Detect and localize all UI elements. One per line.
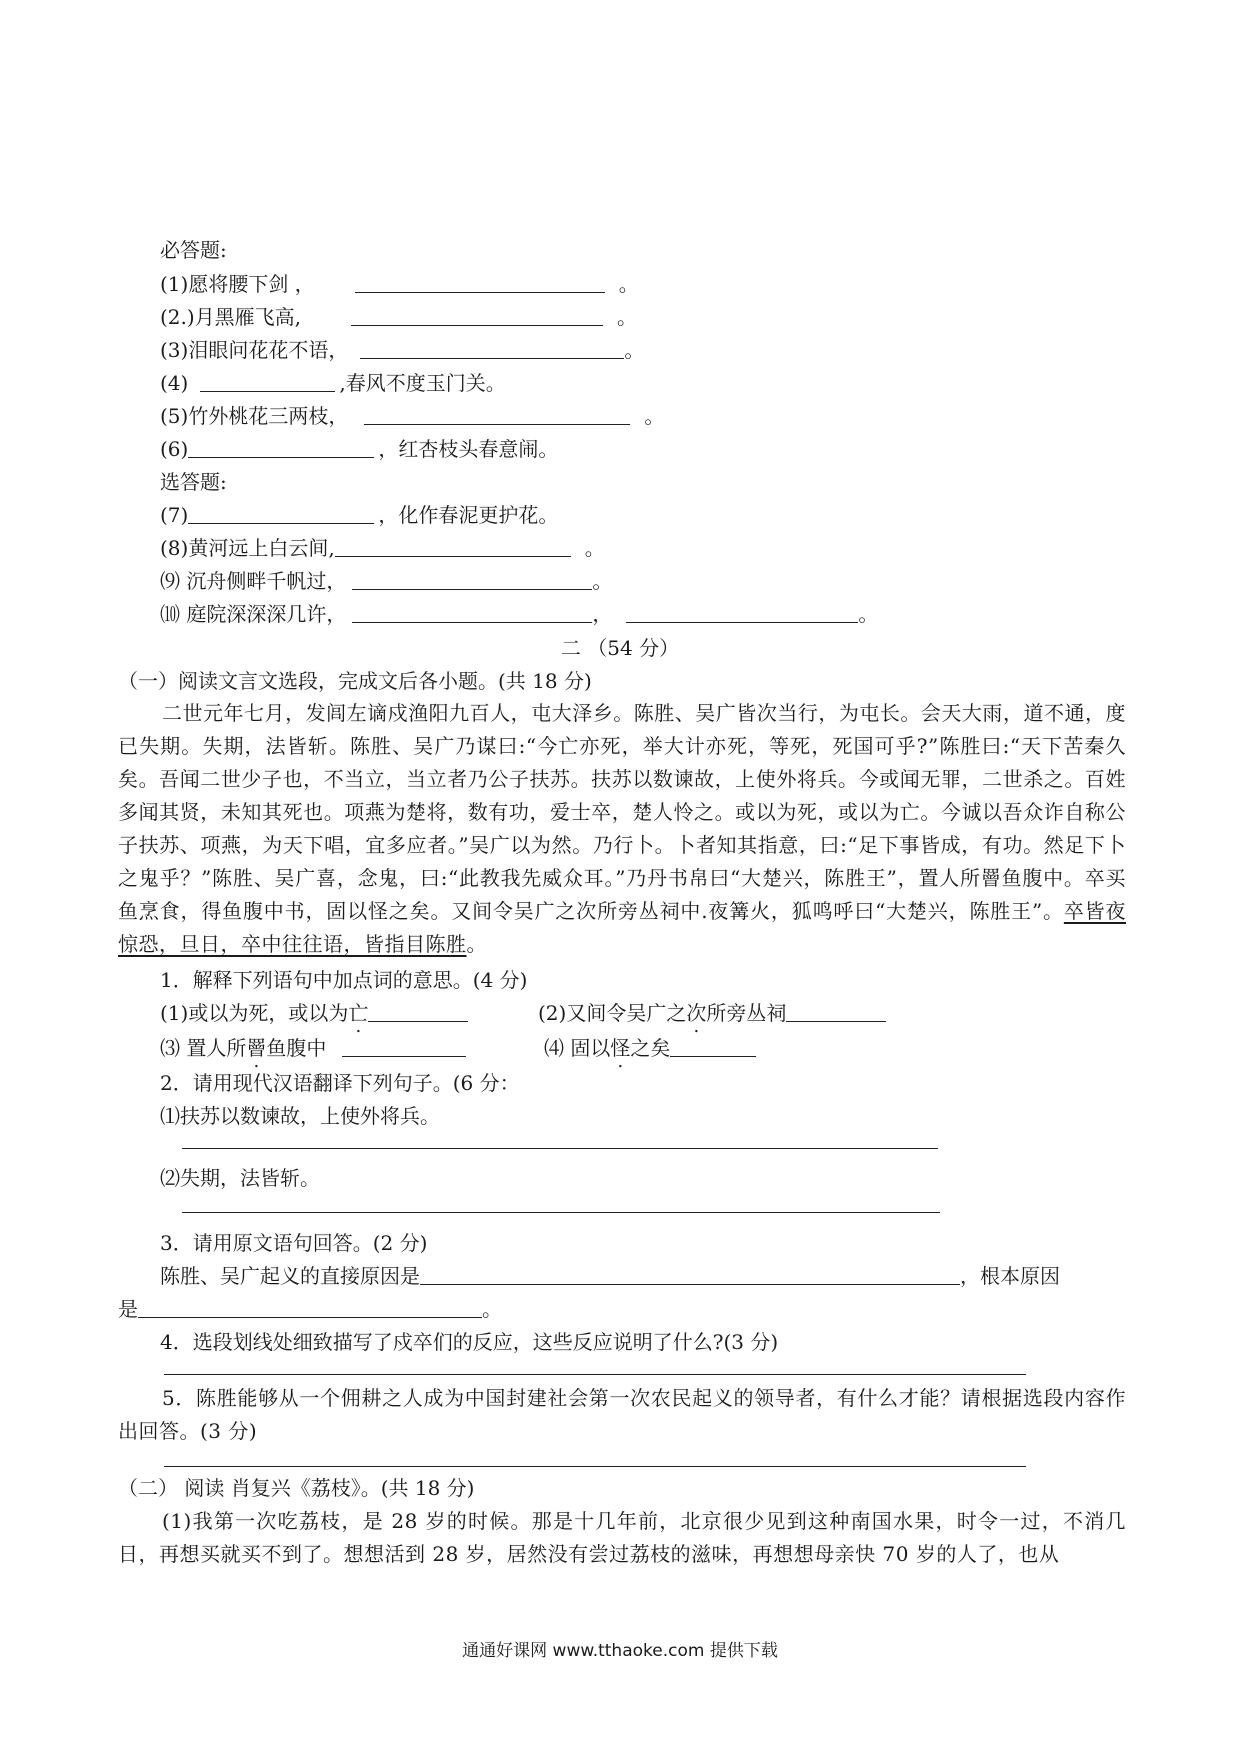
poem-item-7: (7) ，化作春泥更护花。 — [160, 503, 559, 527]
underlined-sentence: 卒皆夜惊恐，旦日，卒中往往语，皆指目陈胜 — [118, 899, 1127, 956]
answer-blank[interactable] — [351, 307, 603, 326]
answer-blank[interactable] — [335, 538, 571, 557]
answer-line[interactable] — [182, 1148, 938, 1149]
answer-blank[interactable] — [360, 340, 624, 359]
poem-item-2: (2.)月黑雁飞高, 。 — [160, 305, 638, 329]
question-1-d: ⑷ 固以怪之矣 — [544, 1036, 756, 1060]
poem-item-3: (3)泪眼问花花不语， 。 — [160, 338, 645, 362]
question-3: 3．请用原文语句回答。(2 分) — [160, 1231, 428, 1255]
answer-line[interactable] — [164, 1374, 1026, 1375]
question-1: 1．解释下列语句中加点词的意思。(4 分) — [160, 968, 528, 992]
question-2-b: ⑵失期，法皆斩。 — [160, 1166, 320, 1190]
answer-blank[interactable] — [352, 571, 592, 590]
answer-blank[interactable] — [626, 604, 858, 623]
modern-passage: (1)我第一次吃荔枝，是 28 岁的时候。那是十几年前，北京很少见到这种南国水果，时令一过，不消几日，再想买就买不到了。想想活到 28 岁，居然没有尝过荔枝的滋味，再想想母亲快 70 岁的人了，也从 — [118, 1509, 1126, 1566]
part2-heading: （二） 阅读 肖复兴《荔枝》。(共 18 分) — [118, 1476, 475, 1500]
answer-blank[interactable] — [188, 505, 374, 524]
answer-blank[interactable] — [138, 1299, 482, 1318]
answer-blank[interactable] — [364, 406, 630, 425]
poem-item-4: (4) ,春风不度玉门关。 — [160, 371, 506, 395]
answer-blank[interactable] — [420, 1266, 960, 1285]
answer-line[interactable] — [164, 1466, 1026, 1467]
section-two-title: 二 （54 分） — [560, 636, 680, 660]
question-1-a: (1)或以为死，或以为亡 — [160, 1001, 468, 1025]
question-1-b: (2)又间令吴广之次所旁丛祠 — [538, 1001, 886, 1025]
poem-item-10: ⑽ 庭院深深深几许， ， 。 — [160, 602, 879, 626]
poem-item-1: (1)愿将腰下剑 ， 。 — [160, 272, 639, 296]
answer-blank[interactable] — [786, 1003, 886, 1022]
question-2-a: ⑴扶苏以数谏故，上使外将兵。 — [160, 1104, 440, 1128]
question-3-line1: 陈胜、吴广起义的直接原因是 ，根本原因 — [160, 1264, 1060, 1288]
part1-heading: （一）阅读文言文选段，完成文后各小题。(共 18 分) — [118, 669, 592, 693]
answer-blank[interactable] — [368, 1003, 468, 1022]
answer-blank[interactable] — [352, 604, 592, 623]
question-5: 5．陈胜能够从一个佣耕之人成为中国封建社会第一次农民起义的领导者，有什么才能？请根据选段内容作出回答。(3 分) — [118, 1386, 1126, 1443]
classical-passage: 二世元年七月，发闾左谪戍渔阳九百人，屯大泽乡。陈胜、吴广皆次当行，为屯长。会天大雨，道不通，度已失期。失期，法皆斩。陈胜、吴广乃谋曰:“今亡亦死，举大计亦死，等死，死国可乎?”陈胜曰:“天下苦秦久矣。吾闻二世少子也，不当立，当立者乃公子扶苏。扶苏以数谏故，上使外将兵。今或闻无罪，二世杀之。百姓多闻其贤，未知其死也。项燕为楚将，数有功，爱士卒，楚人怜之。或以为死，或以为亡。今诚以吾众诈自称公子扶苏、项燕，为天下唱，宜多应者。”吴广以为然。乃行卜。卜者知其指意，曰:“足下事皆成，有功。然足下卜之鬼乎？”陈胜、吴广喜，念鬼，曰:“此教我先威众耳。”乃丹书帛曰“大楚兴，陈胜王”，置人所罾鱼腹中。卒买鱼烹食，得鱼腹中书，固以怪之矣。又间令吴广之次所旁丛祠中.夜篝火，狐鸣呼曰“大楚兴，陈胜王”。卒皆夜惊恐，旦日，卒中往往语，皆指目陈胜。 — [118, 701, 1127, 956]
poem-item-6: (6) ，红杏枝头春意闹。 — [160, 437, 559, 461]
question-3-line2: 是 。 — [118, 1297, 502, 1321]
poem-item-9: ⑼ 沉舟侧畔千帆过， 。 — [160, 569, 613, 593]
question-1-c: ⑶ 置人所罾鱼腹中 — [160, 1036, 466, 1060]
answer-line[interactable] — [182, 1212, 940, 1213]
question-4: 4．选段划线处细致描写了戍卒们的反应，这些反应说明了什么?(3 分) — [160, 1330, 779, 1354]
required-heading: 必答题: — [160, 238, 227, 262]
optional-heading: 选答题: — [160, 470, 227, 494]
answer-blank[interactable] — [342, 1038, 466, 1057]
answer-blank[interactable] — [200, 373, 335, 392]
poem-item-5: (5)竹外桃花三两枝， 。 — [160, 404, 665, 428]
question-2: 2．请用现代汉语翻译下列句子。(6 分： — [160, 1071, 520, 1095]
answer-blank[interactable] — [355, 274, 605, 293]
answer-blank[interactable] — [188, 439, 374, 458]
poem-item-8: (8)黄河远上白云间, 。 — [160, 536, 605, 560]
answer-blank[interactable] — [670, 1038, 756, 1057]
page-footer: 通通好课网 www.tthaoke.com 提供下载 — [462, 1641, 778, 1661]
